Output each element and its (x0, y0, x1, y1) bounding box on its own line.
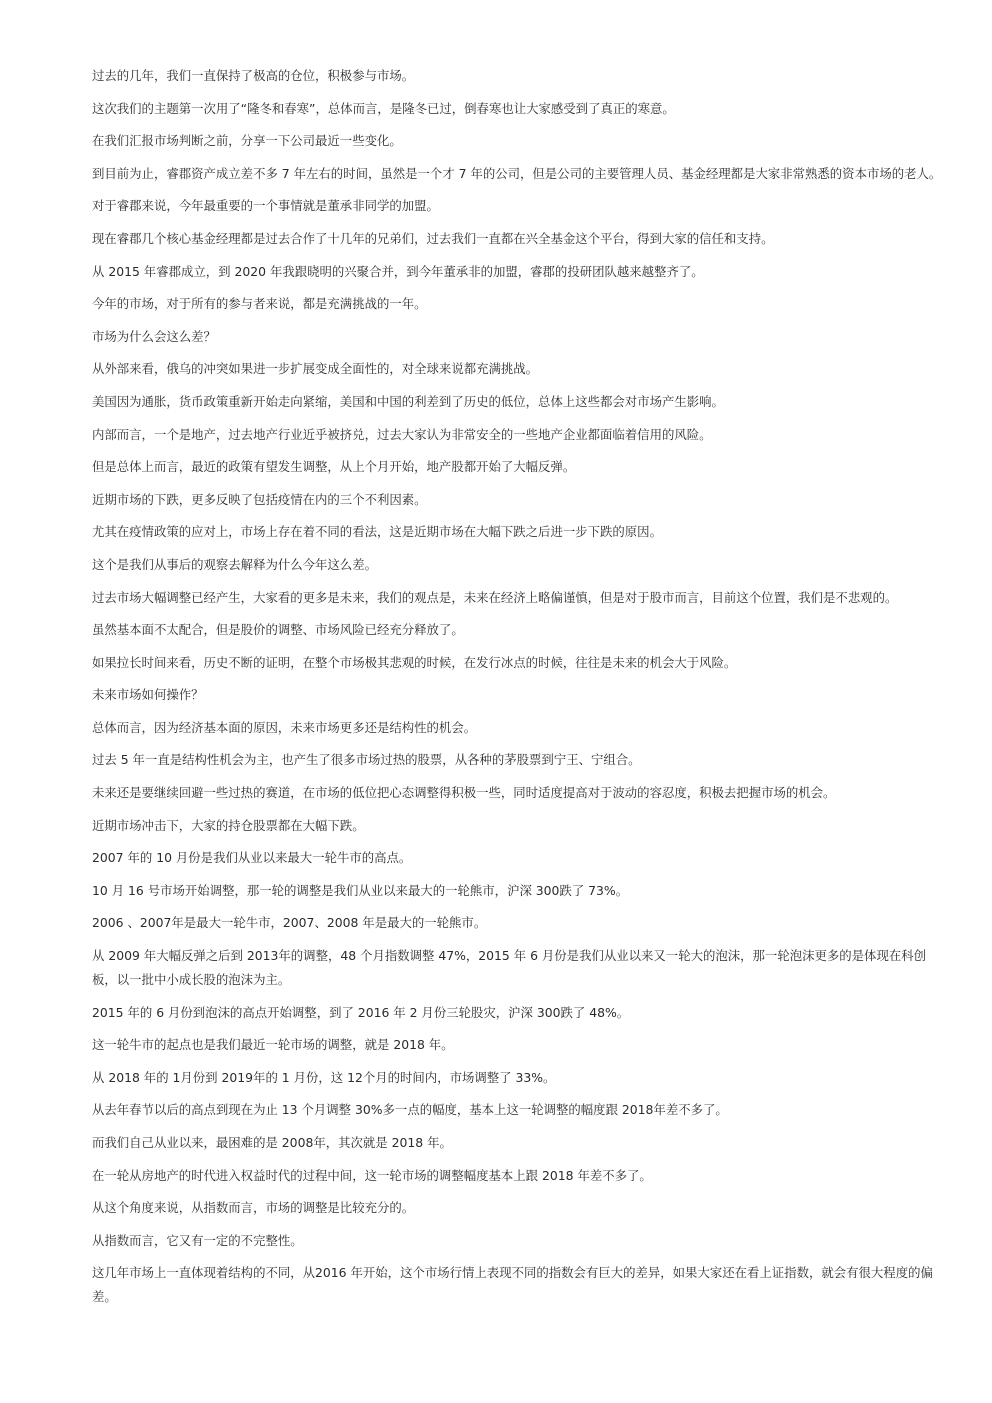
paragraph-31: 从 2018 年的 1月份到 2019年的 1 月份，这 12个月的时间内，市场调整了 33%。 (92, 1069, 556, 1085)
paragraph-29: 2015 年的 6 月份到泡沫的高点开始调整，到了 2016 年 2 月份三轮股灾，沪深 300跌了 48%。 (92, 1004, 630, 1020)
paragraph-27: 2006 、2007年是最大一轮牛市，2007、2008 年是最大的一轮熊市。 (92, 915, 487, 931)
paragraph-32: 从去年春节以后的高点到现在为止 13 个月调整 30%多一点的幅度，基本上这一轮调整的幅度跟 2018年差不多了。 (92, 1102, 728, 1118)
section-question-operate: 未来市场如何操作？ (92, 687, 204, 703)
paragraph-22: 过去 5 年一直是结构性机会为主，也产生了很多市场过热的股票，从各种的茅股票到宁王、宁组合。 (92, 752, 641, 768)
paragraph-10: 从外部来看，俄乌的冲突如果进一步扩展变成全面性的，对全球来说都充满挑战。 (92, 361, 539, 377)
paragraph-4: 到目前为止，睿郡资产成立差不多 7 年左右的时间，虽然是一个才 7 年的公司，但是公司的主要管理人员、基金经理都是大家非常熟悉的资本市场的老人。 (92, 165, 942, 181)
paragraph-37: 这几年市场上一直体现着结构的不同，从2016 年开始，这个市场行情上表现不同的指数会有巨大的差异，如果大家还在看上证指数，就会有很大程度的偏差。 (92, 1265, 933, 1305)
paragraph-17: 过去市场大幅调整已经产生，大家看的更多是未来，我们的观点是，未来在经济上略偏谨慎，但是对于股市而言，目前这个位置，我们是不悲观的。 (92, 589, 898, 605)
paragraph-33: 而我们自己从业以来，最困难的是 2008年，其次就是 2018 年。 (92, 1135, 452, 1150)
paragraph-11: 美国因为通胀，货币政策重新开始走向紧缩，美国和中国的利差到了历史的低位，总体上这些都会对市场产生影响。 (92, 393, 724, 409)
paragraph-5: 对于睿郡来说，今年最重要的一个事情就是董承非同学的加盟。 (92, 198, 439, 214)
paragraph-15: 尤其在疫情政策的应对上，市场上存在着不同的看法，这是近期市场在大幅下跌之后进一步下跌的原因。 (92, 524, 662, 540)
paragraph-8: 今年的市场，对于所有的参与者来说，都是充满挑战的一年。 (92, 296, 427, 312)
paragraph-13: 但是总体上而言，最近的政策有望发生调整，从上个月开始，地产股都开始了大幅反弹。 (92, 459, 576, 475)
paragraph-14: 近期市场的下跌，更多反映了包括疫情在内的三个不利因素。 (92, 491, 427, 507)
paragraph-7: 从 2015 年睿郡成立，到 2020 年我跟晓明的兴聚合并，到今年董承非的加盟，睿郡的投研团队越来越整齐了。 (92, 263, 704, 279)
document-page (92, 64, 944, 1318)
paragraph-3: 在我们汇报市场判断之前，分享一下公司最近一些变化。 (92, 133, 402, 149)
paragraph-30: 这一轮牛市的起点也是我们最近一轮市场的调整，就是 2018 年。 (92, 1037, 454, 1053)
paragraph-16: 这个是我们从事后的观察去解释为什么今年这么差。 (92, 556, 377, 572)
paragraph-12: 内部而言，一个是地产，过去地产行业近乎被挤兑，过去大家认为非常安全的一些地产企业都面临着信用的风险。 (92, 426, 712, 442)
paragraph-18: 虽然基本面不太配合，但是股价的调整、市场风险已经充分释放了。 (92, 622, 464, 638)
paragraph-26: 10 月 16 号市场开始调整，那一轮的调整是我们从业以来最大的一轮熊市，沪深 300跌了 73%。 (92, 882, 629, 898)
paragraph-2: 这次我们的主题第一次用了“隆冬和春寒”，总体而言，是隆冬已过，倒春寒也让大家感受到了真正的寒意。 (92, 100, 675, 116)
section-question-market: 市场为什么会这么差？ (92, 328, 216, 344)
paragraph-35: 从这个角度来说，从指数而言，市场的调整是比较充分的。 (92, 1200, 415, 1216)
paragraph-23: 未来还是要继续回避一些过热的赛道，在市场的低位把心态调整得积极一些，同时适度提高对于波动的容忍度，积极去把握市场的机会。 (92, 785, 836, 801)
paragraph-34: 在一轮从房地产的时代进入权益时代的过程中间，这一轮市场的调整幅度基本上跟 2018 年差不多了。 (92, 1167, 652, 1183)
paragraph-25: 2007 年的 10 月份是我们从业以来最大一轮牛市的高点。 (92, 850, 412, 866)
paragraph-21: 总体而言，因为经济基本面的原因，未来市场更多还是结构性的机会。 (92, 719, 477, 735)
paragraph-6: 现在睿郡几个核心基金经理都是过去合作了十几年的兄弟们，过去我们一直都在兴全基金这个平台，得到大家的信任和支持。 (92, 230, 774, 246)
paragraph-19: 如果拉长时间来看，历史不断的证明，在整个市场极其悲观的时候，在发行冰点的时候，往往是未来的机会大于风险。 (92, 654, 737, 670)
paragraph-24: 近期市场冲击下，大家的持仓股票都在大幅下跌。 (92, 817, 365, 833)
paragraph-36: 从指数而言，它又有一定的不完整性。 (92, 1232, 303, 1248)
paragraph-1: 过去的几年，我们一直保持了极高的仓位，积极参与市场。 (92, 68, 415, 83)
paragraph-28: 从 2009 年大幅反弹之后到 2013年的调整，48 个月指数调整 47%，2015 年 6 月份是我们从业以来又一轮大的泡沫，那一轮泡沫更多的是体现在科创板，以一批中小成长股的泡沫为主。 (92, 948, 927, 988)
